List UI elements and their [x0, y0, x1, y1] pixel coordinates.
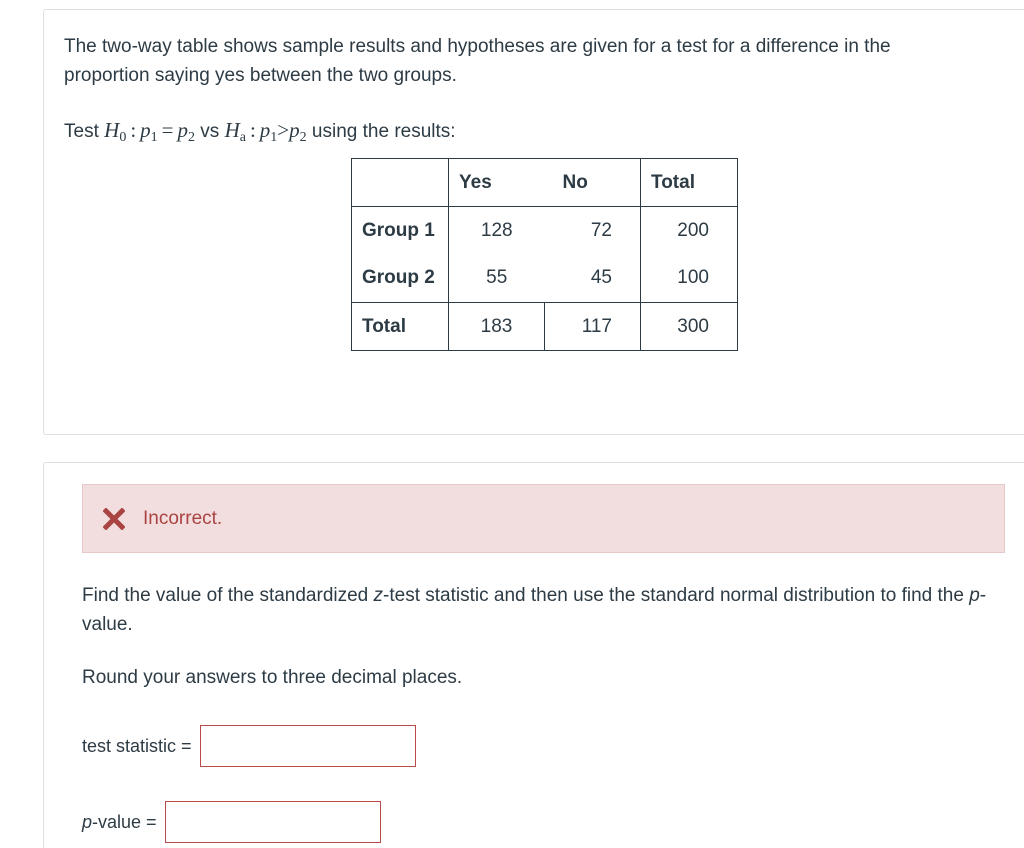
cell-group2-no: 45 — [545, 255, 641, 303]
cell-total-total: 300 — [641, 303, 738, 351]
table-header-row — [352, 159, 738, 207]
cell-total-no: 117 — [545, 303, 641, 351]
question-intro: The two-way table shows sample results and hypotheses are given for a test for a difference in the proportion saying yes between the two groups. — [64, 36, 891, 86]
answer-card — [43, 462, 1024, 848]
instructions-text: Find the value of the standardized z-test statistic and then use the standard normal distribution to find the p-value. — [82, 585, 987, 635]
table-header-total: Total — [641, 159, 738, 207]
p-value-row — [82, 801, 381, 843]
hypotheses-line — [64, 116, 456, 152]
p-value-input[interactable] — [165, 801, 381, 843]
cell-group1-no: 72 — [545, 207, 641, 255]
feedback-status: Incorrect. — [143, 507, 223, 529]
table-header-empty — [352, 159, 449, 207]
row-label-group1: Group 1 — [352, 207, 449, 255]
x-mark-icon — [103, 508, 125, 530]
cell-group1-yes: 128 — [480, 219, 513, 241]
table-row — [352, 255, 738, 303]
using-text: using the results: — [311, 121, 456, 142]
test-word: Test — [64, 121, 99, 142]
table-header-no: No — [545, 159, 641, 207]
cell-total-yes: 183 — [449, 303, 545, 351]
vs-word: vs — [200, 121, 220, 142]
two-way-table — [351, 158, 738, 351]
table-row — [352, 303, 738, 351]
alternative-hypothesis: $H_a$ : $p_1>p_2$ — [224, 118, 307, 145]
null-hypothesis: $H_0$ : $p_1 = p_2$ — [104, 118, 195, 145]
cell-group1-total: 200 — [641, 207, 738, 255]
question-card — [43, 9, 1024, 435]
table-row — [352, 207, 738, 255]
test-statistic-label: test statistic = — [82, 735, 192, 756]
test-statistic-row — [82, 725, 416, 767]
incorrect-alert — [82, 484, 1005, 553]
table-header-yes: Yes — [449, 159, 545, 207]
cell-group2-yes: 55 — [449, 255, 545, 303]
row-label-group2: Group 2 — [352, 255, 449, 303]
test-statistic-input[interactable] — [200, 725, 416, 767]
p-value-label: p-value = — [82, 811, 157, 832]
row-label-total: Total — [352, 303, 449, 351]
rounding-note: Round your answers to three decimal places. — [82, 667, 463, 688]
cell-group2-total: 100 — [641, 255, 738, 303]
